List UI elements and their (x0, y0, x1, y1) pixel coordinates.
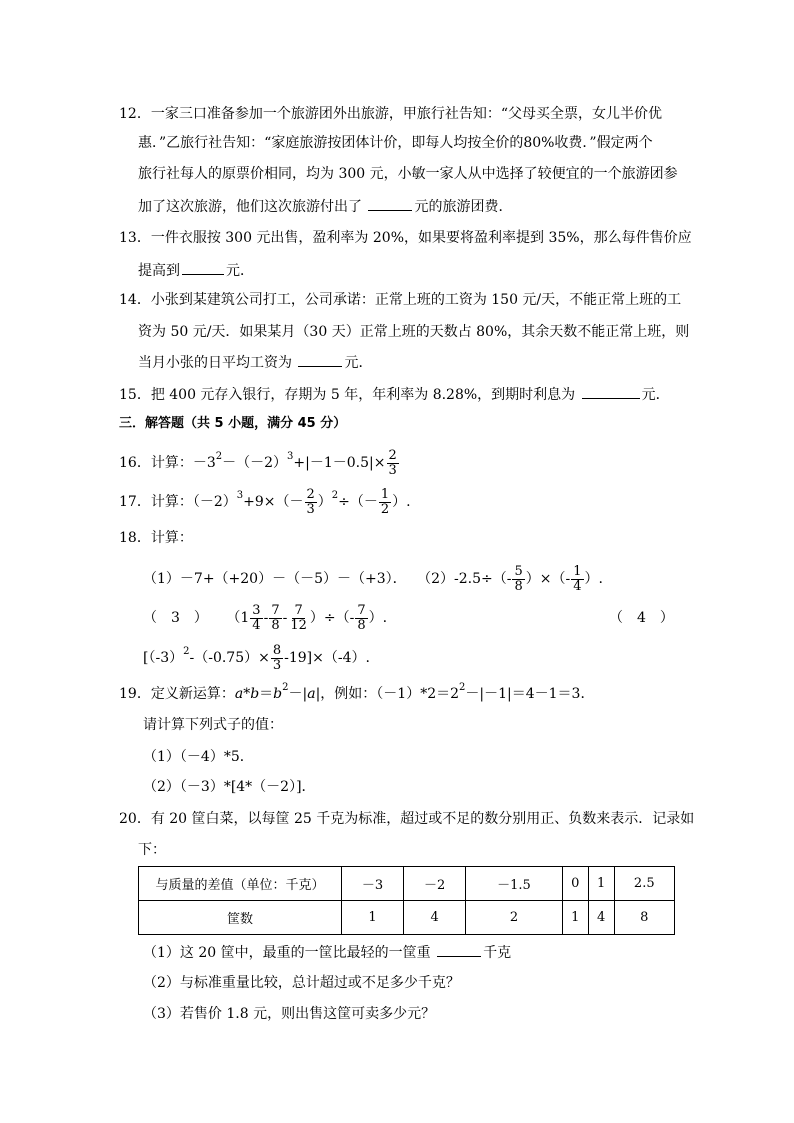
q17-exp2: 2 (331, 490, 339, 501)
q17-fraction-2 (379, 488, 391, 517)
q19-var-b: b (250, 686, 260, 702)
q12-answer-blank[interactable] (368, 196, 412, 211)
q12-line2: 惠．”乙旅行社告知：“家庭旅游按团体计价，即每人均按全价的80%收费．”假定两个 (138, 135, 653, 151)
q18-p4-exp: 2 (183, 646, 190, 657)
q17-f2-den: 2 (380, 501, 390, 517)
table-cell: －3 (342, 867, 404, 901)
q18-part2-mid: ）×（- (525, 571, 571, 587)
q15-text: 15．把 400 元存入银行，存期为 5 年，年利率为 8.28%，到期时利息为 (119, 387, 576, 403)
q18-p4-f-num: 8 (272, 642, 282, 658)
q17-label: 17．计算： (119, 494, 193, 510)
q17-line (119, 485, 411, 519)
table-header-cell: 与质量的差值（单位：千克） (139, 867, 342, 901)
q18-p3-div: ）÷（- (309, 610, 355, 626)
q17-fraction-1 (305, 488, 317, 517)
q18-part2-frac2 (571, 565, 583, 594)
q19-eq: ＝ (259, 686, 274, 702)
q17-p3: ） (317, 494, 332, 510)
q18-part4-label: （ 4 ） (609, 610, 674, 626)
q17-p1: （－2） (192, 494, 237, 510)
q19-item1: （1）（－4）*5． (143, 749, 254, 765)
q17-f2-num: 1 (380, 486, 390, 502)
section-3-heading: 三．解答题（共 5 小题，满分 45 分） (119, 416, 347, 431)
q13-line2-text: 提高到 (138, 263, 180, 279)
q18-part4 (143, 641, 370, 675)
q19-prompt: 请计算下列式子的值： (143, 717, 283, 733)
q18-part2-post: ）. (584, 571, 603, 587)
table-cell: 1 (342, 901, 404, 935)
q13-line2 (138, 260, 254, 281)
table-cell: 2 (466, 901, 563, 935)
q19-minus: －| (288, 686, 308, 702)
q15-answer-blank[interactable] (582, 384, 640, 399)
q19-star: * (243, 686, 251, 702)
q14-line3-text: 当月小张的日平均工资为 (138, 355, 292, 371)
q18-p3-minus2: - (282, 610, 288, 626)
q18-p3-minus1: - (263, 610, 269, 626)
q18-p4-f-den: 3 (272, 657, 282, 673)
table-cell: 4 (588, 901, 614, 935)
q16-tail: +|－1－0.5|× (293, 455, 386, 471)
q19-item2: （2）（－3）*[4*（－2）]． (143, 779, 316, 795)
table-cell: 2.5 (614, 867, 674, 901)
q18-part1-2 (143, 562, 603, 596)
q19-example-tail: －|－1|＝4－1＝3． (465, 686, 595, 702)
q16-line (119, 446, 400, 480)
q20-sub3: （3）若售价 1.8 元，则出售这筐可卖多少元？ (143, 1006, 436, 1022)
q15-tail: 元． (641, 387, 670, 403)
q16-exp2: 3 (287, 451, 294, 462)
q18-p3-close: ）. (368, 610, 388, 626)
q19-var-b2: b (273, 686, 283, 702)
q12-line3: 旅行社每人的原票价相同，均为 300 元，小敏一家人从中选择了较便宜的一个旅游团参 (138, 166, 678, 182)
table-cell: 8 (614, 901, 674, 935)
q18-part3-frac2 (269, 604, 281, 633)
q13-line1: 13．一件衣服按 300 元出售，盈利率为 20%，如果要将盈利率提到 35%，那么每件售价应 (119, 230, 692, 246)
q18-p3-f3-den: 12 (290, 617, 307, 633)
q18-p2-f2-den: 4 (573, 578, 582, 594)
table-cell: 1 (562, 901, 588, 935)
q20-sub1-text: （1）这 20 筐中，最重的一筐比最轻的一筐重 (143, 945, 431, 961)
q18-label: 18．计算： (119, 530, 193, 546)
table-cell: －1.5 (466, 867, 563, 901)
q18-part3-mixed-frac (250, 604, 262, 633)
q19-label: 19．定义新运算： (119, 686, 235, 702)
q14-line1: 14．小张到某建筑公司打工，公司承诺：正常上班的工资为 150 元/天，不能正常上班的工 (119, 292, 682, 308)
q20-line1: 20．有 20 筐白菜，以每筐 25 千克为标准，超过或不足的数分别用正、负数来表示．记录如 (119, 811, 695, 827)
q18-p4-post: -19]×（-4）. (284, 650, 370, 666)
q20-sub1-answer-blank[interactable] (437, 942, 481, 957)
q13-line2-tail: 元． (226, 263, 254, 279)
table-cell: －2 (404, 867, 466, 901)
q20-line2: 下： (138, 842, 166, 858)
q18-part3-frac4 (355, 604, 367, 633)
q17-p4: ÷（－ (338, 494, 378, 510)
q12-line1: 12．一家三口准备参加一个旅游团外出旅游，甲旅行社告知：“父母买全票，女儿半价优 (119, 106, 662, 122)
q14-line2: 资为 50 元/天．如果某月（30 天）正常上班的天数占 80%，其余天数不能正常上班，则 (138, 324, 690, 340)
q18-part3 (143, 601, 387, 635)
q20-data-table (138, 866, 675, 935)
q12-line4-text: 加了这次旅游，他们这次旅游付出了 (138, 199, 362, 215)
q18-p2-f2-num: 1 (573, 563, 582, 579)
q18-p3-f4-den: 8 (357, 617, 366, 633)
q17-f1-num: 2 (306, 486, 315, 502)
q16-label: 16．计算： (119, 455, 193, 471)
q18-p3-m-den: 4 (252, 617, 261, 633)
q18-p3-f2-den: 8 (271, 617, 280, 633)
q16-frac-den: 3 (388, 462, 397, 478)
q12-line4 (138, 196, 512, 217)
table-cell: 1 (588, 867, 614, 901)
q19-example-exp: 2 (459, 682, 466, 693)
q17-p5: ）. (392, 494, 411, 510)
q20-sub1-tail: 千克 (483, 945, 512, 961)
table-cell: 4 (404, 901, 466, 935)
q18-p4-pre: [（-3） (143, 650, 184, 666)
q20-sub2: （2）与标准重量比较，总计超过或不足多少千克？ (143, 975, 460, 991)
q18-part1: （1）－7+（+20）－（－5）－（+3）． (143, 571, 407, 587)
q18-part2-frac1 (512, 565, 524, 594)
q20-sub1 (143, 942, 511, 963)
table-row (139, 901, 675, 935)
q12-line4-tail: 元的旅游团费． (414, 199, 513, 215)
q19-var-a2: a (307, 686, 316, 702)
q14-answer-blank[interactable] (298, 352, 342, 367)
q17-p2: +9×（－ (243, 494, 304, 510)
q14-line3-tail: 元． (344, 355, 373, 371)
q16-expr: －3 (192, 455, 216, 471)
q18-p2-f1-num: 5 (514, 563, 523, 579)
q18-part3-label: （ 3 ） (143, 610, 208, 626)
q16-frac-num: 2 (388, 447, 397, 463)
q16-mid: －（－2） (222, 455, 288, 471)
q18-p3-f3-num: 7 (294, 602, 303, 618)
q14-line3 (138, 352, 372, 373)
q19-example: |，例如：（－1）*2＝2 (315, 686, 460, 702)
q18-part3-frac3 (288, 604, 309, 633)
q17-exp1: 3 (236, 490, 244, 501)
q15-line (119, 384, 670, 405)
table-cell: 0 (562, 867, 588, 901)
q19-exp: 2 (282, 682, 289, 693)
q13-answer-blank[interactable] (182, 260, 224, 275)
q19-var-a: a (234, 686, 244, 702)
q18-part2-pre: （2）-2.5÷（- (417, 571, 512, 587)
q17-f1-den: 3 (306, 501, 315, 517)
table-header-cell: 筐数 (139, 901, 342, 935)
q18-p3-m-num: 3 (252, 602, 261, 618)
q16-exp1: 2 (215, 451, 223, 462)
q18-part4-frac (271, 644, 283, 673)
q18-p3-f2-num: 7 (271, 602, 280, 618)
table-row (139, 867, 675, 901)
q18-part3-open: （1 (226, 610, 250, 626)
q18-p2-f1-den: 8 (514, 578, 523, 594)
q19-definition (119, 684, 594, 704)
q16-fraction (387, 449, 399, 478)
q18-p4-mid: -（-0.75）× (189, 650, 270, 666)
q18-p3-f4-num: 7 (357, 602, 366, 618)
